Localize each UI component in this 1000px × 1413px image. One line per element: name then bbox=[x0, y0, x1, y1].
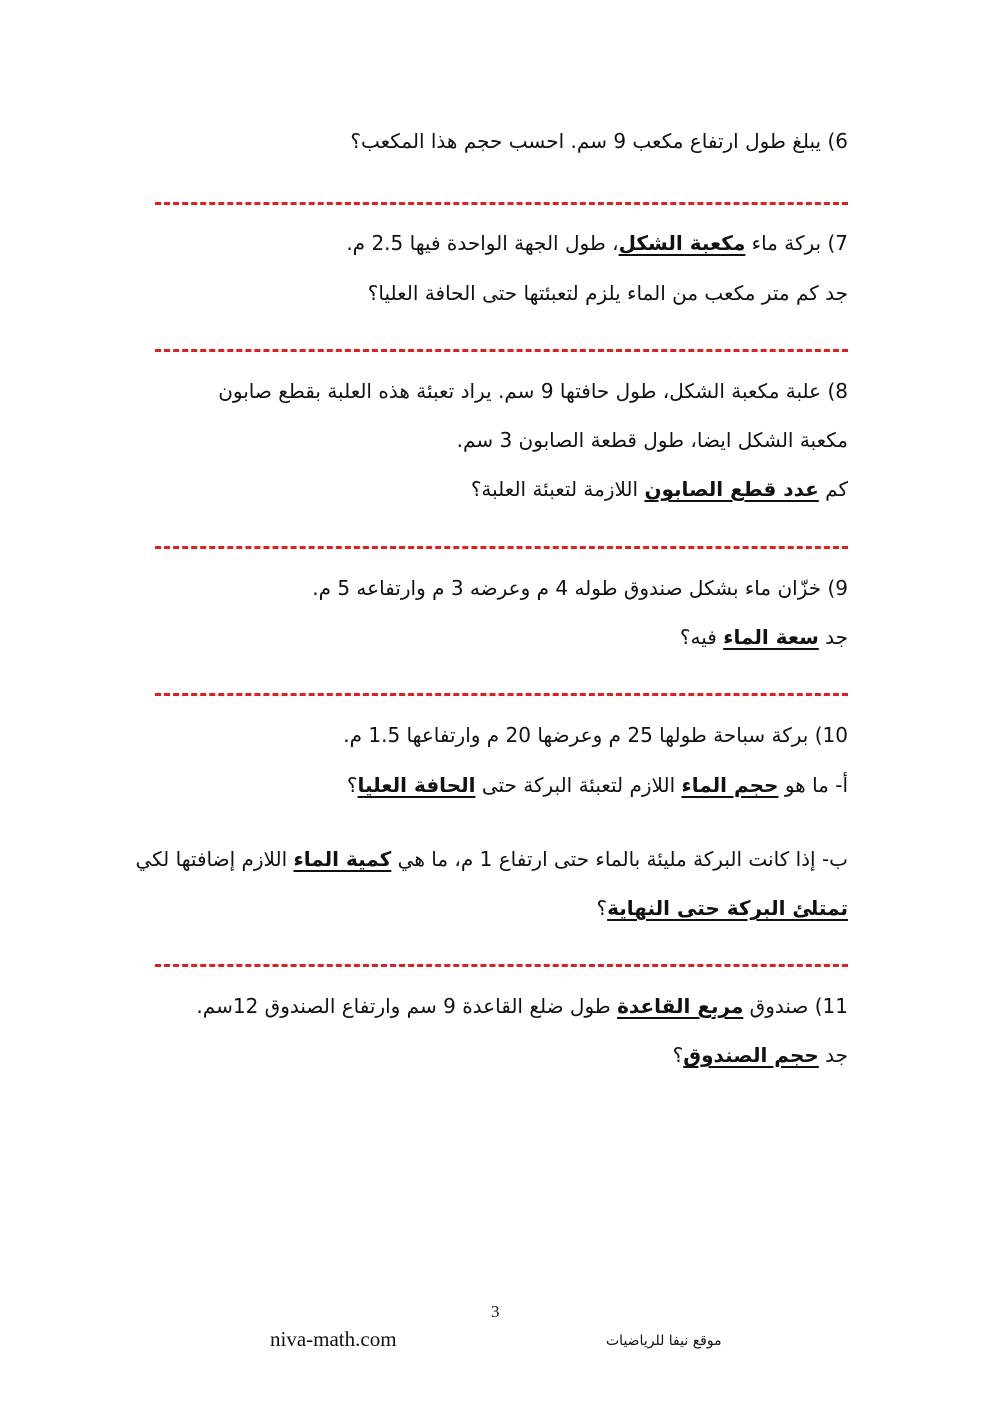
page-number: 3 bbox=[491, 1302, 500, 1321]
separator-line bbox=[155, 546, 848, 549]
question-8-line-3: كم عدد قطع الصابون اللازمة لتعبئة العلبة؟ bbox=[470, 477, 848, 501]
underlined-term: تمتلئ البركة حتى النهاية bbox=[607, 896, 848, 920]
question-8-line-1: 8) علبة مكعبة الشكل، طول حافتها 9 سم. يراد تعبئة هذه العلبة بقطع صابون bbox=[218, 379, 848, 403]
separator-line bbox=[155, 349, 848, 352]
question-10-line-1: 10) بركة سباحة طولها 25 م وعرضها 20 م وارتفاعها 1.5 م. bbox=[343, 723, 848, 747]
question-9-line-2: جد سعة الماء فيه؟ bbox=[679, 625, 848, 649]
question-7-line-1: 7) بركة ماء مكعبة الشكل، طول الجهة الواحدة فيها 2.5 م. bbox=[346, 231, 848, 255]
underlined-term: سعة الماء bbox=[723, 625, 819, 649]
separator-line bbox=[155, 202, 848, 205]
underlined-term: حجم الماء bbox=[681, 773, 779, 797]
separator-line bbox=[155, 964, 848, 967]
question-11-line-1: 11) صندوق مربع القاعدة طول ضلع القاعدة 9 سم وارتفاع الصندوق 12سم. bbox=[196, 994, 848, 1018]
underlined-term: مربع القاعدة bbox=[617, 994, 744, 1018]
question-9-line-1: 9) خزّان ماء بشكل صندوق طوله 4 م وعرضه 3 م وارتفاعه 5 م. bbox=[312, 576, 848, 600]
separator-line bbox=[155, 693, 848, 696]
question-7-line-2: جد كم متر مكعب من الماء يلزم لتعبئتها حتى الحافة العليا؟ bbox=[367, 281, 848, 305]
underlined-term: مكعبة الشكل bbox=[618, 231, 746, 255]
question-10-part-b-line-1: ب- إذا كانت البركة مليئة بالماء حتى ارتفاع 1 م، ما هي كمية الماء اللازم إضافتها لكي bbox=[135, 847, 848, 871]
underlined-term: عدد قطع الصابون bbox=[644, 477, 819, 501]
underlined-term: الحافة العليا bbox=[357, 773, 476, 797]
question-10-part-b-line-2: تمتلئ البركة حتى النهاية؟ bbox=[596, 896, 848, 920]
question-6-text: 6) يبلغ طول ارتفاع مكعب 9 سم. احسب حجم هذا المكعب؟ bbox=[350, 129, 848, 153]
question-10-part-a: أ- ما هو حجم الماء اللازم لتعبئة البركة حتى الحافة العليا؟ bbox=[346, 773, 848, 797]
underlined-term: كمية الماء bbox=[293, 847, 392, 871]
question-8-line-2: مكعبة الشكل ايضا، طول قطعة الصابون 3 سم. bbox=[456, 428, 848, 452]
footer-site-name: موقع نيفا للرياضيات bbox=[606, 1333, 722, 1349]
question-11-line-2: جد حجم الصندوق؟ bbox=[672, 1043, 848, 1067]
underlined-term: حجم الصندوق bbox=[683, 1043, 819, 1067]
footer-website-link[interactable]: niva-math.com bbox=[270, 1327, 397, 1351]
